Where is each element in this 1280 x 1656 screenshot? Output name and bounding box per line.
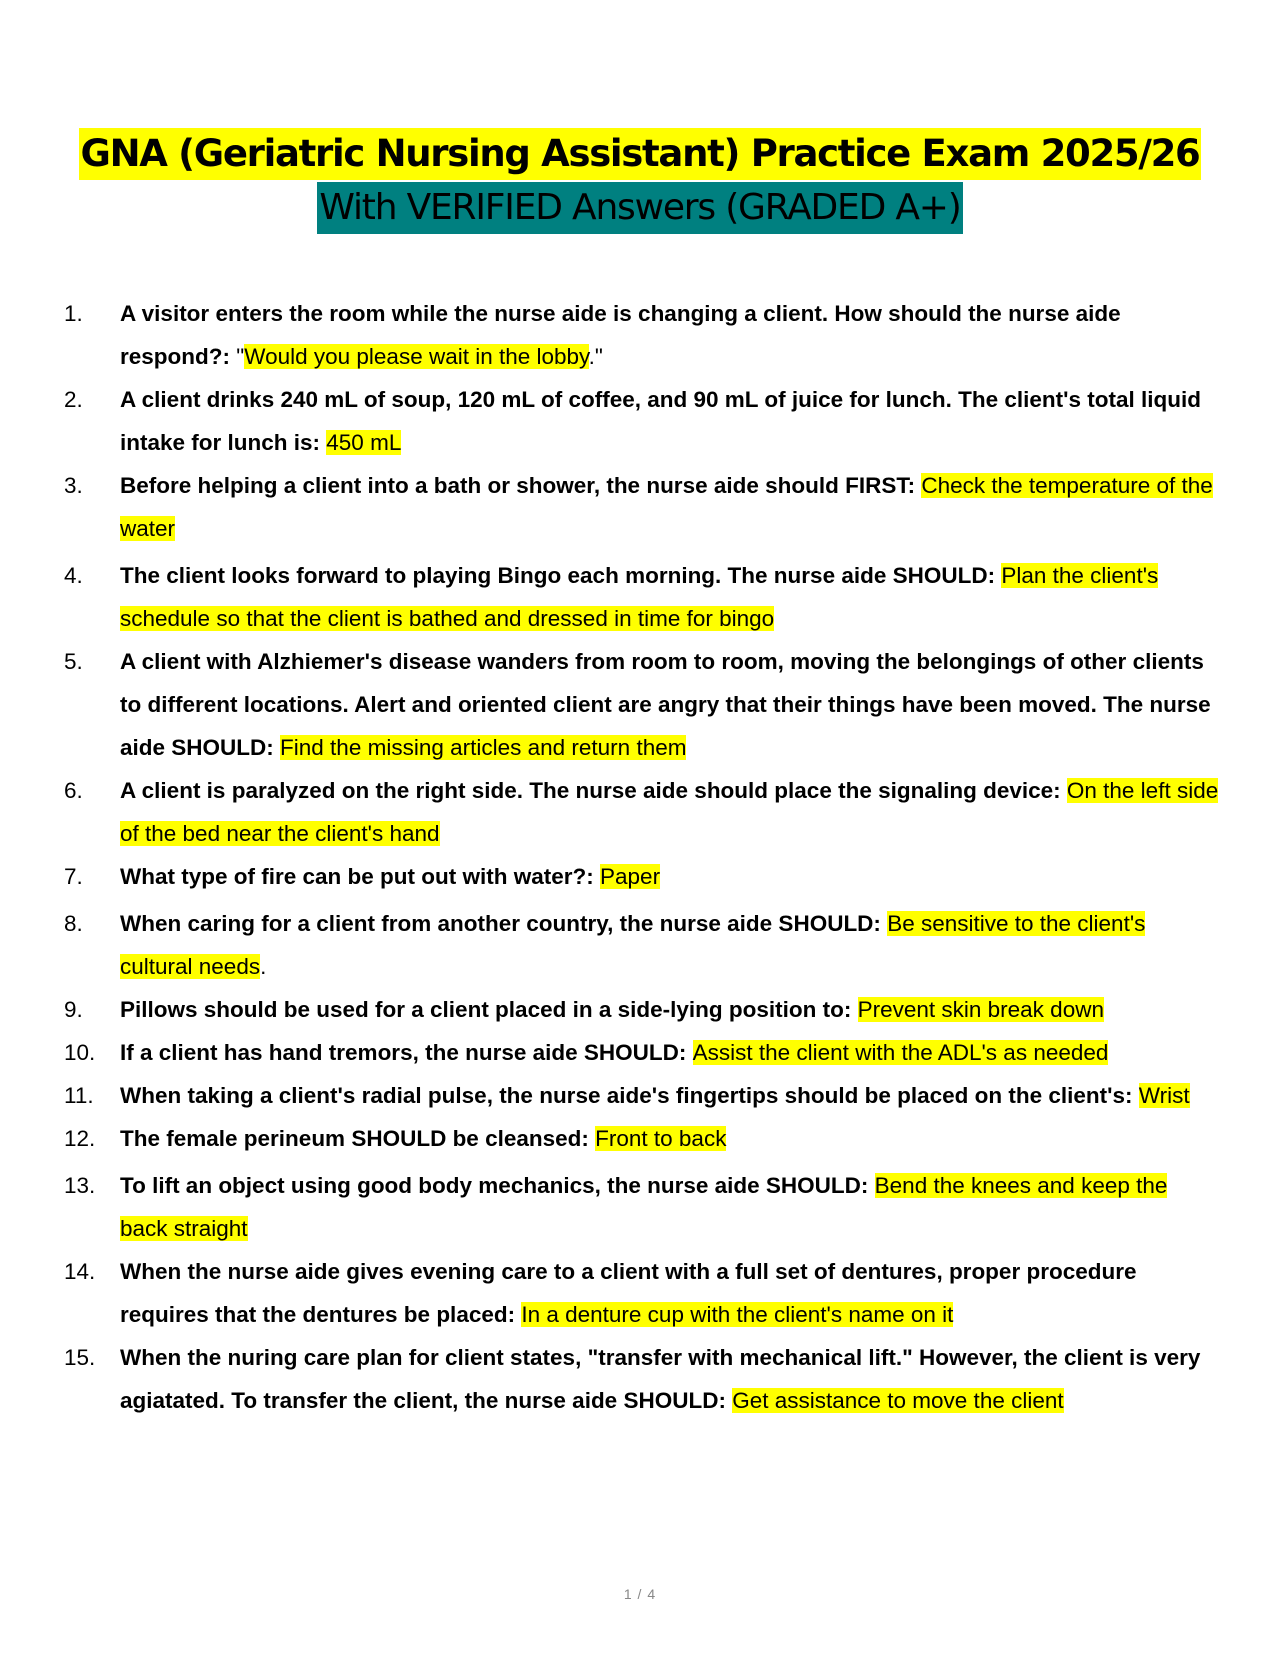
question-text: Pillows should be used for a client placed in a side-lying position to: [120,997,858,1022]
question-number: 9. [64,997,83,1022]
answer-highlight: Would you please wait in the lobby [244,344,589,369]
question-item-8 [0,902,1280,988]
question-number: 8. [64,911,83,936]
question-number: 11. [64,1083,94,1108]
question-number: 1. [64,301,83,326]
question-item-3 [0,464,1280,550]
answer-suffix: . [260,954,267,979]
question-number: 13. [64,1173,96,1198]
question-item-14 [0,1250,1280,1336]
question-number: 14. [64,1259,96,1284]
answer-highlight: Assist the client with the ADL's as needed [692,1040,1109,1065]
answer-highlight: Find the missing articles and return them [280,735,687,760]
question-item-1 [0,292,1280,378]
document-title: GNA (Geriatric Nursing Assistant) Practice Exam 2025/26 [79,128,1202,180]
question-text: The client looks forward to playing Bingo each morning. The nurse aide SHOULD: [120,563,1002,588]
question-item-7 [0,855,1280,898]
answer-highlight: Be sensitive to the client's cultural needs [120,911,1146,979]
question-item-12 [0,1117,1280,1160]
question-text: When the nuring care plan for client states, "transfer with mechanical lift." However, the client is very agiatated. To transfer the client, the nurse aide SHOULD: [120,1345,1201,1413]
question-number: 15. [64,1345,96,1370]
answer-highlight: Check the temperature of the water [120,473,1213,541]
answer-highlight: Paper [600,864,661,889]
question-number: 3. [64,473,83,498]
question-number: 6. [64,778,83,803]
question-text: A client drinks 240 mL of soup, 120 mL of coffee, and 90 mL of juice for lunch. The client's total liquid intake for lunch is: [120,387,1201,455]
answer-highlight: Prevent skin break down [857,997,1104,1022]
question-item-11 [0,1074,1280,1117]
question-item-2 [0,378,1280,464]
question-item-4 [0,554,1280,640]
answer-highlight: On the left side of the bed near the client's hand [120,778,1219,846]
answer-highlight: Bend the knees and keep the back straight [120,1173,1168,1241]
question-text: Before helping a client into a bath or shower, the nurse aide should FIRST: [120,473,922,498]
question-text: When caring for a client from another country, the nurse aide SHOULD: [120,911,888,936]
question-number: 2. [64,387,83,412]
title-block [0,128,1280,234]
question-number: 12. [64,1126,96,1151]
answer-highlight: Front to back [595,1126,727,1151]
question-item-15 [0,1336,1280,1422]
answer-highlight: In a denture cup with the client's name on it [521,1302,954,1327]
question-text: If a client has hand tremors, the nurse aide SHOULD: [120,1040,693,1065]
answer-highlight: 450 mL [326,430,402,455]
question-text: A client with Alzhiemer's disease wanders from room to room, moving the belongings of other clients to different locations. Alert and oriented client are angry that their things have been moved. The nurse aide SHOULD: [120,649,1211,760]
document-subtitle: With VERIFIED Answers (GRADED A+) [317,182,962,234]
question-text: When taking a client's radial pulse, the nurse aide's fingertips should be placed on the client's: [120,1083,1139,1108]
question-text: To lift an object using good body mechanics, the nurse aide SHOULD: [120,1173,875,1198]
question-number: 5. [64,649,83,674]
question-item-6 [0,769,1280,855]
question-text: The female perineum SHOULD be cleansed: [120,1126,596,1151]
answer-suffix: ." [588,344,603,369]
question-number: 10. [64,1040,96,1065]
page-indicator: 1 / 4 [623,1586,657,1602]
question-text: When the nurse aide gives evening care to a client with a full set of dentures, proper procedure requires that the dentures be placed: [120,1259,1137,1327]
question-list [0,292,1280,1422]
answer-prefix: " [236,344,245,369]
question-number: 4. [64,563,83,588]
answer-highlight: Get assistance to move the client [732,1388,1064,1413]
question-text: What type of fire can be put out with water?: [120,864,601,889]
question-text: A client is paralyzed on the right side. The nurse aide should place the signaling device: [120,778,1067,803]
question-item-5 [0,640,1280,769]
question-item-9 [0,988,1280,1031]
question-number: 7. [64,864,83,889]
question-item-10 [0,1031,1280,1074]
question-item-13 [0,1164,1280,1250]
answer-highlight: Wrist [1138,1083,1190,1108]
answer-highlight: Plan the client's schedule so that the client is bathed and dressed in time for bingo [120,563,1159,631]
question-text: A visitor enters the room while the nurse aide is changing a client. How should the nurse aide respond?: [120,301,1121,369]
